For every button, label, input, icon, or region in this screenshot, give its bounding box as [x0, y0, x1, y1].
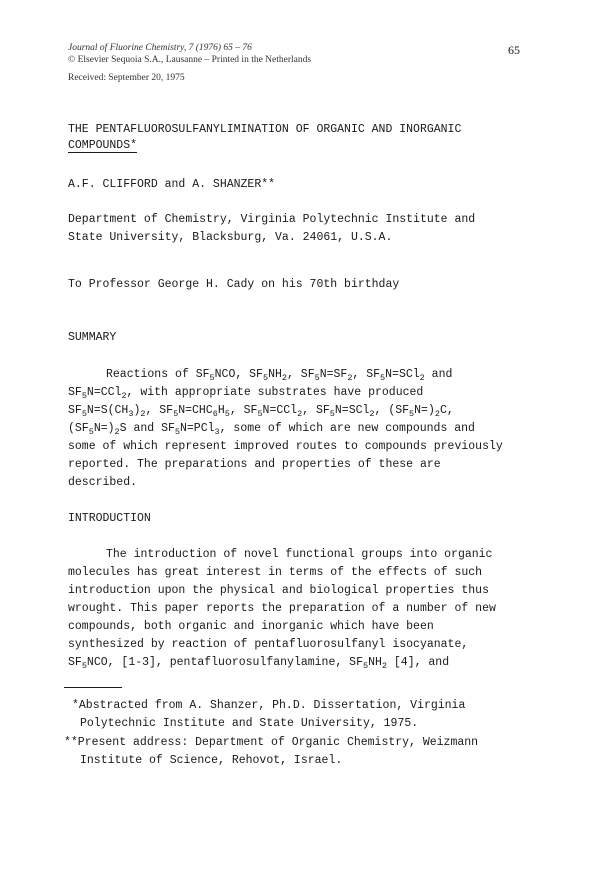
- introduction-line-7: $SF_5NCO$, [1-3], pentafluorosulfanylamine, $SF_5NH_2$ [4], and: [68, 656, 450, 671]
- paper-title-line-2-text: COMPOUNDS*: [68, 139, 138, 152]
- introduction-line-1: The introduction of novel functional groups into organic: [106, 548, 493, 561]
- paper-title-line-1: THE PENTAFLUOROSULFANYLIMINATION OF ORGANIC AND INORGANIC: [68, 123, 462, 136]
- affiliation-line-2: State University, Blacksburg, Va. 24061, U.S.A.: [68, 231, 393, 244]
- summary-line-2: $SF_5N=CCl_2$, with appropriate substrates have produced: [68, 386, 424, 401]
- introduction-line-4: wrought. This paper reports the preparation of a number of new: [68, 602, 496, 615]
- authors: A.F. CLIFFORD and A. SHANZER**: [68, 178, 276, 191]
- footnote-rule: [64, 687, 122, 688]
- footnote-2-line-2: Institute of Science, Rehovot, Israel.: [80, 754, 343, 767]
- introduction-line-2: molecules has great interest in terms of the effects of such: [68, 566, 483, 579]
- page-number: 65: [508, 43, 520, 57]
- introduction-line-5: compounds, both organic and inorganic which have been: [68, 620, 434, 633]
- paper-title-line-2: [68, 139, 137, 152]
- introduction-heading: INTRODUCTION: [68, 512, 151, 525]
- introduction-line-3: introduction upon the physical and biological properties thus: [68, 584, 489, 597]
- journal-citation: Journal of Fluorine Chemistry, 7 (1976) 65 – 76: [68, 43, 252, 53]
- summary-line-5: some of which represent improved routes to compounds previously: [68, 440, 503, 453]
- summary-line-4: $(SF_5N=)_2S$ and $SF_5N=PCl_3$, some of which are new compounds and: [68, 422, 475, 437]
- affiliation-line-1: Department of Chemistry, Virginia Polytechnic Institute and: [68, 213, 476, 226]
- summary-line-7: described.: [68, 476, 138, 489]
- footnote-1-line-2: Polytechnic Institute and State University, 1975.: [80, 717, 419, 730]
- summary-line-6: reported. The preparations and properties of these are: [68, 458, 441, 471]
- summary-line-3: $SF_5N=S(CH_3)_2$, $SF_5N=CHC_6H_5$, $SF_5N=CCl_2$, $SF_5N=SCl_2$, $(SF_5N=)_2C$,: [68, 404, 454, 419]
- introduction-line-6: synthesized by reaction of pentafluorosulfanyl isocyanate,: [68, 638, 469, 651]
- summary-line-1: Reactions of $SF_5NCO$, $SF_5NH_2$, $SF_5N=SF_2$, $SF_5N=SCl_2$ and: [106, 368, 453, 383]
- summary-heading: SUMMARY: [68, 331, 117, 344]
- publisher-line: © Elsevier Sequoia S.A., Lausanne – Printed in the Netherlands: [68, 55, 312, 65]
- footnote-1-line-1: *Abstracted from A. Shanzer, Ph.D. Dissertation, Virginia: [72, 699, 466, 712]
- received-date: Received: September 20, 1975: [68, 73, 185, 83]
- dedication: To Professor George H. Cady on his 70th birthday: [68, 278, 400, 291]
- footnote-2-line-1: **Present address: Department of Organic Chemistry, Weizmann: [64, 736, 479, 749]
